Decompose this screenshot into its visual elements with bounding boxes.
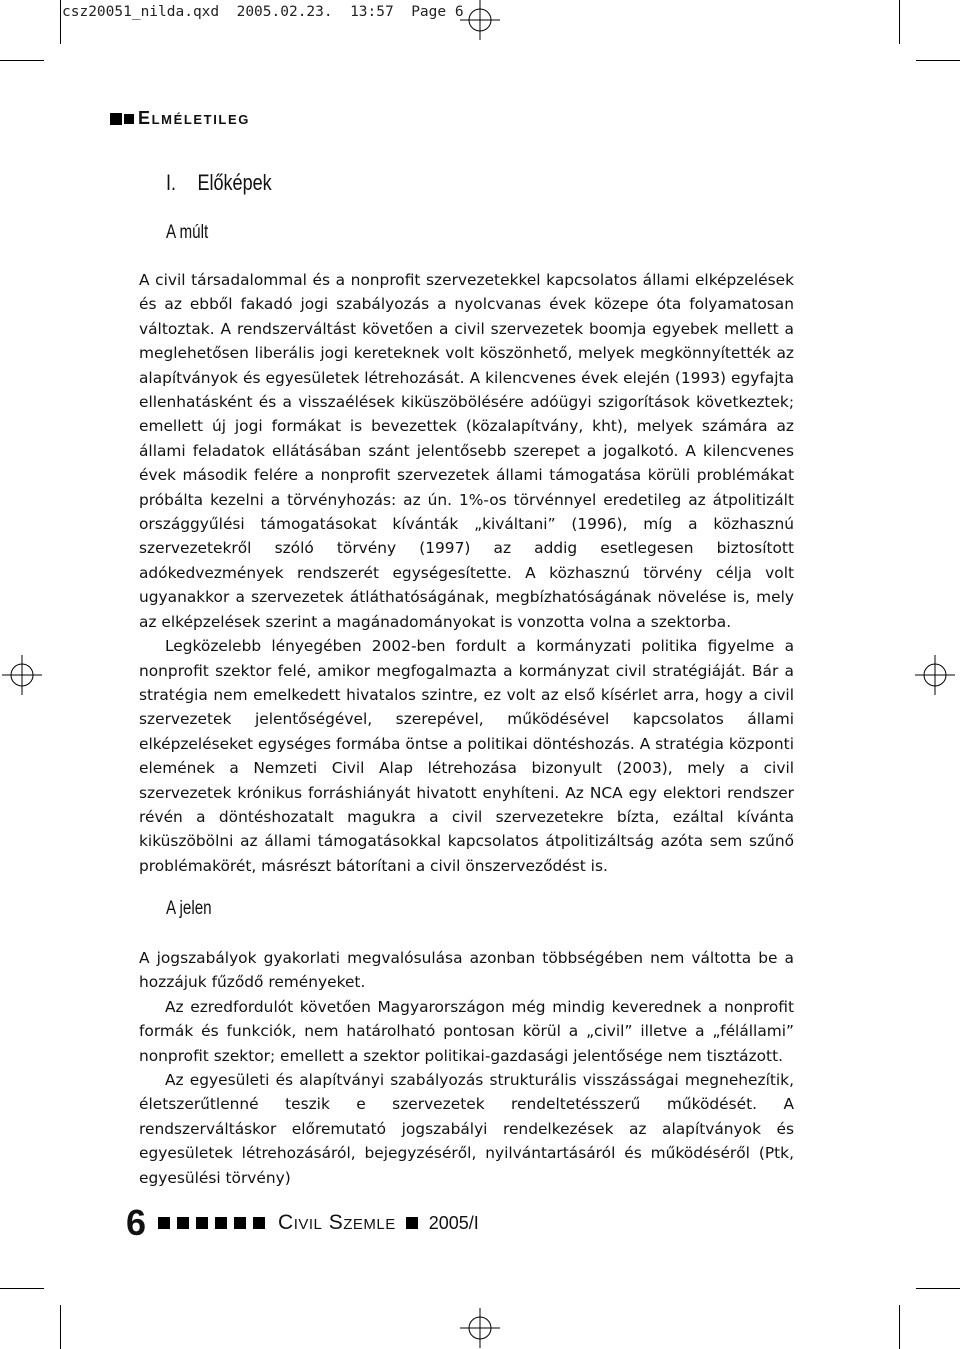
registration-mark-left-icon bbox=[2, 655, 42, 695]
square-bullet-icon bbox=[215, 1217, 227, 1229]
body-text-past bbox=[139, 268, 794, 878]
square-bullet-icon bbox=[177, 1217, 189, 1229]
square-bullet-icon bbox=[196, 1217, 208, 1229]
paragraph: Legközelebb lényegében 2002-ben fordult a kormányzati politika figyelme a nonprofit szektor felé, amikor megfogalmazta a kormányzat civil stratégiáját. Bár a stratégia nem emelkedett hivatalos szintre, ez volt az első kísérlet arra, hogy a civil szervezetek jelentőségével, szerepével, működésével kapcsolatos állami elképzeléseket egységes formába öntse a politikai döntéshozás. A stratégia központi elemének a Nemzeti Civil Alap létrehozása bizonyult (2003), mely a civil szervezetek krónikus forráshiányát hivatott enyhíteni. Az NCA egy elektori rendszer révén a döntéshozatalt magukra a civil szervezetekre bízta, ezáltal kívánta kiküszöbölni az állami támogatásokkal kapcsolatos átpolitizáltság azóta sem szűnő problémakörét, másrészt bátorítani a civil önszerveződést is. bbox=[139, 637, 794, 875]
subhead-past: A múlt bbox=[166, 222, 209, 243]
page-footer bbox=[126, 1203, 479, 1243]
section-header bbox=[110, 108, 250, 129]
chapter-number: I. bbox=[166, 170, 177, 195]
issue-number: 2005/I bbox=[428, 1212, 479, 1233]
section-title: Elméletileg bbox=[138, 108, 250, 128]
paragraph: A civil társadalommal és a nonprofit szervezetekkel kapcsolatos állami elképzelések és az ebből fakadó jogi szabályozás a nyolcvanas évek közepe óta folyamatosan változtak. A rendszerváltást követően a civil szervezetek boomja egyebek mellett a meglehetősen liberális jogi kereteknek volt köszönhető, melyek megkönnyítették az alapítványok és egyesületek létrehozását. A kilencvenes évek elején (1993) egyfajta ellenhatásként és a visszaélések kiküszöbölésére adóügyi szigorítások következtek; emellett új jogi formákat is bevezettek (közalapítvány, kht), melyek számára az állami feladatok ellátásában szánt jelentősebb szerepet a jogalkotó. A kilencvenes évek második felére a nonprofit szervezetek állami támogatása körüli problémákat próbálta kezelni a törvényhozás: az ún. 1%-os törvénnyel eredetileg az átpolitizált országgyűlési támogatásokat kívánták „kiváltani” (1996), míg a közhasznú szervezetekről szóló törvény (1997) az addig esetlegesen biztosított adókedvezmények rendszerét egységesítette. A közhasznú törvény célja volt ugyanakkor a szervezetek átláthatóságának, megbízhatóságának növelése is, mely az elképzelések szerint a magánadományokat is vonzotta volna a szektorba. bbox=[139, 271, 794, 631]
square-bullet-icon bbox=[110, 113, 122, 125]
square-bullet-icon bbox=[406, 1217, 418, 1229]
crop-mark-bottom-left-horizontal bbox=[0, 1288, 44, 1289]
registration-mark-right-icon bbox=[915, 655, 955, 695]
subhead-present: A jelen bbox=[166, 898, 212, 919]
slug-line: csz20051_nilda.qxd 2005.02.23. 13:57 Page 6 bbox=[62, 4, 464, 20]
square-bullet-icon bbox=[253, 1217, 265, 1229]
registration-mark-top-icon bbox=[460, 0, 500, 40]
registration-mark-bottom-icon bbox=[460, 1308, 500, 1348]
crop-mark-top-right-horizontal bbox=[916, 60, 960, 61]
paragraph: Az egyesületi és alapítványi szabályozás strukturális visszásságai megnehezítik, életszerűtlenné teszik e szervezetek rendeltetésszerű működését. A rendszerváltáskor előremutató jogszabályi rendelkezések az alapítványok és egyesületek létrehozásáról, bejegyzéséről, nyilvántartásáról és működéséről (Ptk, egyesülési törvény) bbox=[139, 1071, 794, 1187]
paragraph: A jogszabályok gyakorlati megvalósulása azonban többségében nem váltotta be a hozzájuk fűződő reményeket. bbox=[139, 949, 794, 992]
crop-mark-bottom-right-vertical bbox=[899, 1305, 900, 1349]
square-bullet-icon bbox=[234, 1217, 246, 1229]
crop-mark-top-left-horizontal bbox=[0, 60, 44, 61]
crop-mark-bottom-right-horizontal bbox=[916, 1288, 960, 1289]
crop-mark-top-right-vertical bbox=[899, 0, 900, 44]
square-bullet-icon bbox=[158, 1217, 170, 1229]
chapter-title: Előképek bbox=[197, 170, 272, 195]
body-text-present bbox=[139, 946, 794, 1190]
square-bullet-icon bbox=[124, 114, 134, 124]
page-number: 6 bbox=[126, 1202, 147, 1243]
crop-mark-bottom-left-vertical bbox=[60, 1305, 61, 1349]
journal-name: Civil Szemle bbox=[278, 1211, 396, 1234]
chapter-heading bbox=[166, 170, 272, 196]
paragraph: Az ezredfordulót követően Magyarországon még mindig keverednek a nonprofit formák és funkciók, nem határolható pontosan körül a „civil” illetve a „félállami” nonprofit szektor; emellett a szektor politikai-gazdasági jelentősége nem tisztázott. bbox=[139, 997, 794, 1065]
crop-mark-top-left-vertical bbox=[60, 0, 61, 44]
